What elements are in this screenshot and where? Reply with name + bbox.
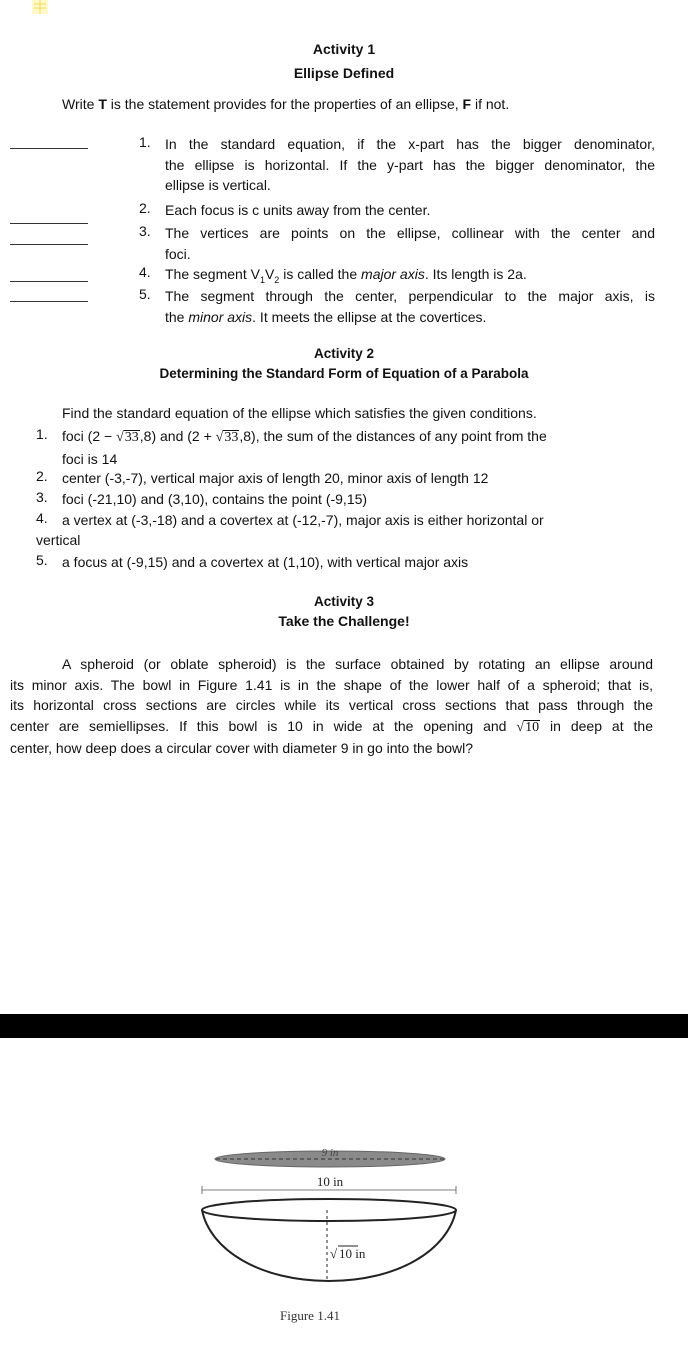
activity2-item-4: a vertex at (-3,-18) and a covertex at (-12,-7), major axis is either horizontal or [62, 512, 544, 528]
activity1-item-1: In the standard equation, if the x-part has the bigger denominator, the ellipse is horizontal. If the y-part has the bigger denominator, the ellipse is vertical. [165, 136, 655, 193]
black-divider-bar [0, 1014, 688, 1038]
answer-blank-2[interactable] [10, 223, 88, 224]
answer-blank-3[interactable] [10, 244, 88, 245]
highlight-mark-icon [32, 0, 48, 14]
cover-diameter-label: 9 in [321, 1147, 339, 1159]
activity1-item-3: The vertices are points on the ellipse, collinear with the center and foci. [165, 225, 655, 262]
activity1-subtitle: Ellipse Defined [293, 65, 395, 81]
activity1-item-number: 5. [139, 286, 151, 302]
activity1-item-number: 4. [139, 264, 151, 280]
activity3-problem: A spheroid (or oblate spheroid) is the surface obtained by rotating an ellipse around its minor axis. The bowl in Figure 1.41 is in the shape of the lower half of a spheroid; that is, its horizontal cross sections are circles while its vertical cross sections that pass through the center are semiellipses. If this bowl is 10 in wide at the opening and √10 in deep at the center, how deep does a circular cover with diameter 9 in go into the bowl? [10, 656, 653, 756]
activity1-instruction: Write T is the statement provides for the properties of an ellipse, F if not. [62, 96, 510, 112]
width-label: 10 in [316, 1174, 344, 1189]
activity2-instruction: Find the standard equation of the ellipse which satisfies the given conditions. [62, 405, 537, 421]
activity1-item-4: The segment $V_1V_2$ is called the major axis. Its length is 2a. [165, 266, 527, 285]
activity2-item-5: a focus at (-9,15) and a covertex at (1,10), with vertical major axis [62, 554, 469, 570]
activity2-item-number: 3. [36, 489, 48, 505]
activity1-item-number: 1. [139, 134, 151, 150]
activity1-title: Activity 1 [312, 41, 376, 57]
depth-label: 10 in [339, 1246, 366, 1261]
activity2-title: Activity 2 [313, 346, 375, 361]
bowl-rim [202, 1199, 456, 1221]
activity3-subtitle: Take the Challenge! [278, 613, 410, 629]
answer-blank-4[interactable] [10, 281, 88, 282]
activity1-item-number: 2. [139, 200, 151, 216]
activity2-item-3: foci (-21,10) and (3,10), contains the point (-9,15) [62, 491, 368, 507]
activity2-item-4-continued: vertical [36, 532, 81, 548]
activity3-title: Activity 3 [313, 594, 375, 609]
activity1-item-number: 3. [139, 223, 151, 239]
activity2-item-1: foci (2 − √33,8) and (2 + √33,8), the sum of the distances of any point from the foci is 14 [62, 428, 547, 467]
activity2-item-2: center (-3,-7), vertical major axis of length 20, minor axis of length 12 [62, 470, 489, 486]
answer-blank-5[interactable] [10, 301, 88, 302]
activity2-item-number: 1. [36, 426, 48, 442]
svg-text:√: √ [330, 1246, 338, 1261]
figure-caption: Figure 1.41 [280, 1308, 340, 1323]
activity1-item-5: The segment through the center, perpendicular to the major axis, is the minor axis. It meets the ellipse at the covertices. [165, 288, 655, 325]
activity2-item-number: 4. [36, 510, 48, 526]
bowl-figure [190, 1138, 470, 1338]
activity1-item-2: Each focus is c units away from the center. [165, 202, 431, 218]
activity2-subtitle: Determining the Standard Form of Equation of a Parabola [159, 366, 529, 381]
activity2-item-number: 2. [36, 468, 48, 484]
activity2-item-number: 5. [36, 552, 48, 568]
answer-blank-1[interactable] [10, 148, 88, 149]
